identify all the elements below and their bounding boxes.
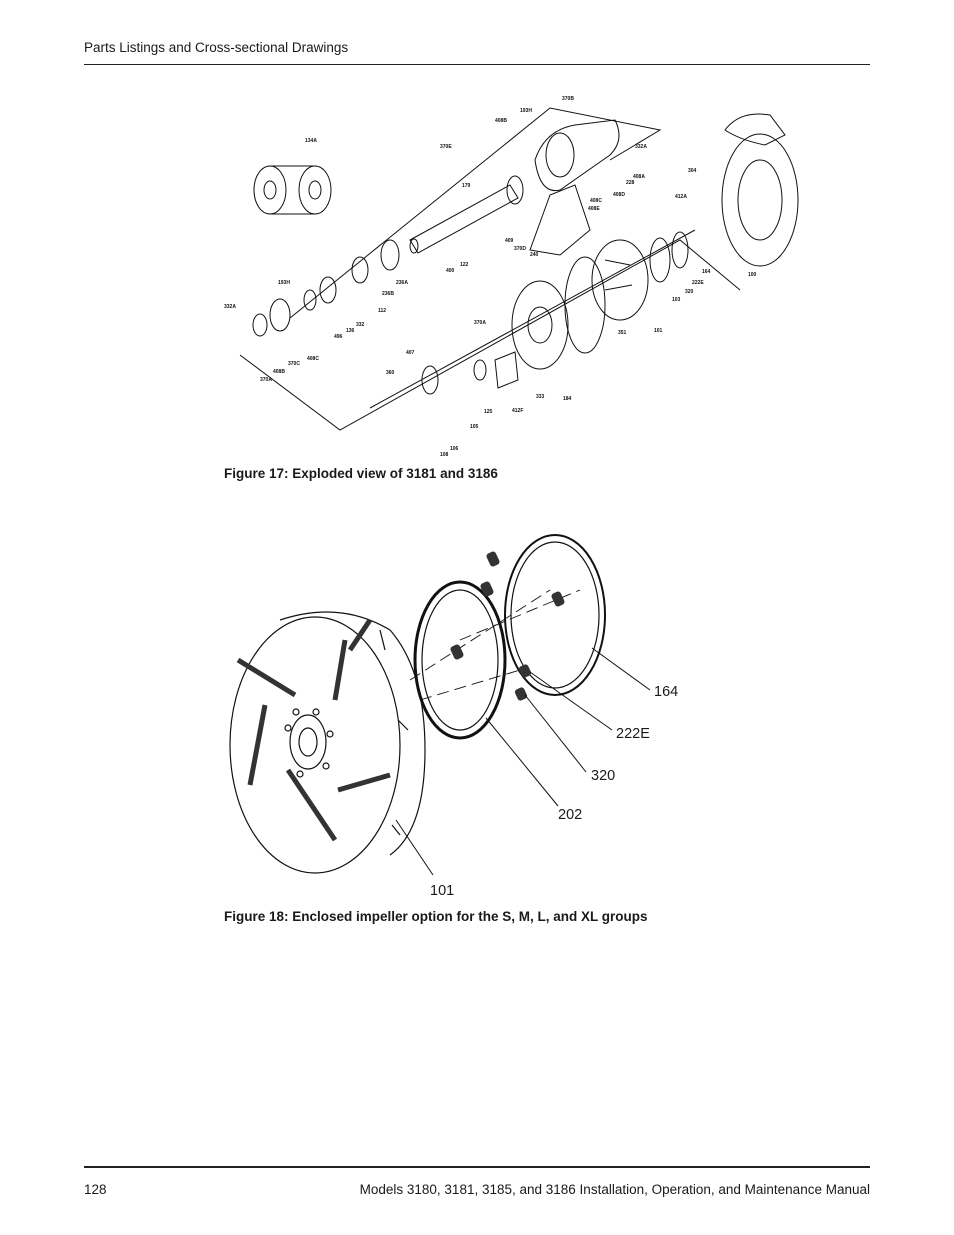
assembly-line: [410, 590, 550, 680]
callout-101: 101: [430, 883, 455, 899]
part-label: 228: [626, 180, 635, 186]
part-label: 412A: [675, 194, 687, 200]
part-label: 408D: [613, 192, 625, 198]
part-label: 370D: [514, 246, 526, 252]
assembly-boundary-line-lower: [240, 240, 740, 430]
set-screw-222E: [518, 663, 532, 678]
callout-320: 320: [591, 768, 616, 784]
part-label: 108: [440, 452, 449, 458]
figure-17-exploded-view: [220, 90, 800, 460]
shaft: [410, 185, 518, 253]
packing-sleeve: [495, 352, 518, 388]
part-label: 193H: [278, 280, 290, 286]
callout-202: 202: [558, 807, 583, 823]
bearing-isolator: [381, 240, 399, 270]
part-label: 332A: [224, 304, 236, 310]
part-label: 407: [406, 350, 415, 356]
part-label: 136: [346, 328, 355, 334]
figure-17-caption: Figure 17: Exploded view of 3181 and 3186: [224, 466, 498, 481]
screw-320: [514, 686, 528, 701]
part-label: 360: [386, 370, 395, 376]
impeller-hub: [290, 715, 326, 769]
part-label: 236A: [396, 280, 408, 286]
part-label: 106: [450, 446, 459, 452]
frame-foot: [530, 185, 590, 255]
part-label: 101: [654, 328, 663, 334]
impeller-vane: [250, 705, 265, 785]
leader-line-222E: [530, 672, 612, 730]
backplate: [512, 281, 568, 369]
footer-rule: [84, 1166, 870, 1168]
part-label: 134A: [305, 138, 317, 144]
impeller: [592, 240, 648, 320]
part-label: 408B: [273, 369, 285, 375]
part-label: 400: [446, 268, 455, 274]
part-label: 408C: [590, 198, 602, 204]
wear-ring: [650, 238, 670, 282]
running-header: Parts Listings and Cross-sectional Drawings: [84, 40, 349, 55]
part-label: 236B: [382, 291, 394, 297]
figure-18-caption: Figure 18: Enclosed impeller option for the S, M, L, and XL groups: [224, 909, 648, 924]
leader-line-320: [525, 695, 586, 772]
part-label: 332A: [635, 144, 647, 150]
part-label: 100: [748, 272, 757, 278]
part-label-group: [224, 96, 757, 458]
screw-320: [480, 581, 495, 598]
bearing-frame: [535, 120, 619, 191]
impeller-vane: [350, 620, 370, 650]
part-label: 222E: [692, 280, 704, 286]
part-label: 408A: [633, 174, 645, 180]
part-label: 351: [618, 330, 627, 336]
part-label: 105: [470, 424, 479, 430]
part-label: 408C: [307, 356, 319, 362]
assembly-boundary-line: [290, 108, 660, 318]
part-label: 304: [688, 168, 697, 174]
part-label: 370C: [288, 361, 300, 367]
part-label: 320: [685, 289, 694, 295]
casing: [722, 134, 798, 266]
part-label: 408E: [588, 206, 600, 212]
part-label: 370A: [474, 320, 486, 326]
leader-line-101: [396, 820, 433, 875]
part-label: 408B: [495, 118, 507, 124]
part-label: 193H: [520, 108, 532, 114]
part-label: 370A: [260, 377, 272, 383]
part-label: 112: [378, 308, 387, 314]
manual-title: Models 3180, 3181, 3185, and 3186 Installation, Operation, and Maintenance Manual: [359, 1182, 870, 1197]
casing-gasket: [565, 257, 605, 353]
part-label: 333: [536, 394, 545, 400]
enclosed-impeller-drawing: [220, 520, 700, 900]
part-label: 240: [530, 252, 539, 258]
part-label: 370B: [562, 96, 574, 102]
header-rule: [84, 64, 870, 65]
callout-164: 164: [654, 684, 679, 700]
impeller-vane: [338, 775, 390, 790]
page-number: 128: [84, 1182, 107, 1197]
part-label: 412F: [512, 408, 524, 414]
figure-18-enclosed-impeller: [220, 520, 700, 900]
part-label: 179: [462, 183, 471, 189]
coupling-hub-left: [254, 166, 286, 214]
leader-line-164: [592, 648, 650, 690]
part-label: 164: [702, 269, 711, 275]
part-label: 184: [563, 396, 572, 402]
set-screw-222E: [551, 591, 566, 608]
bearing-end-cover: [270, 299, 290, 331]
part-label: 122: [460, 262, 469, 268]
leader-line-202: [486, 718, 558, 806]
impeller-vane: [238, 660, 295, 695]
part-label: 103: [672, 297, 681, 303]
exploded-view-drawing: [220, 90, 800, 460]
callout-222e: 222E: [616, 726, 650, 742]
coupling-hub-right: [299, 166, 331, 214]
wear-ring-202: [415, 582, 505, 738]
part-label: 370E: [440, 144, 452, 150]
part-label: 409: [505, 238, 514, 244]
part-label: 125: [484, 409, 493, 415]
part-label: 496: [334, 334, 343, 340]
screw-320: [486, 551, 501, 568]
impeller-vane: [288, 770, 335, 840]
part-label: 332: [356, 322, 365, 328]
impeller-vane: [335, 640, 345, 700]
